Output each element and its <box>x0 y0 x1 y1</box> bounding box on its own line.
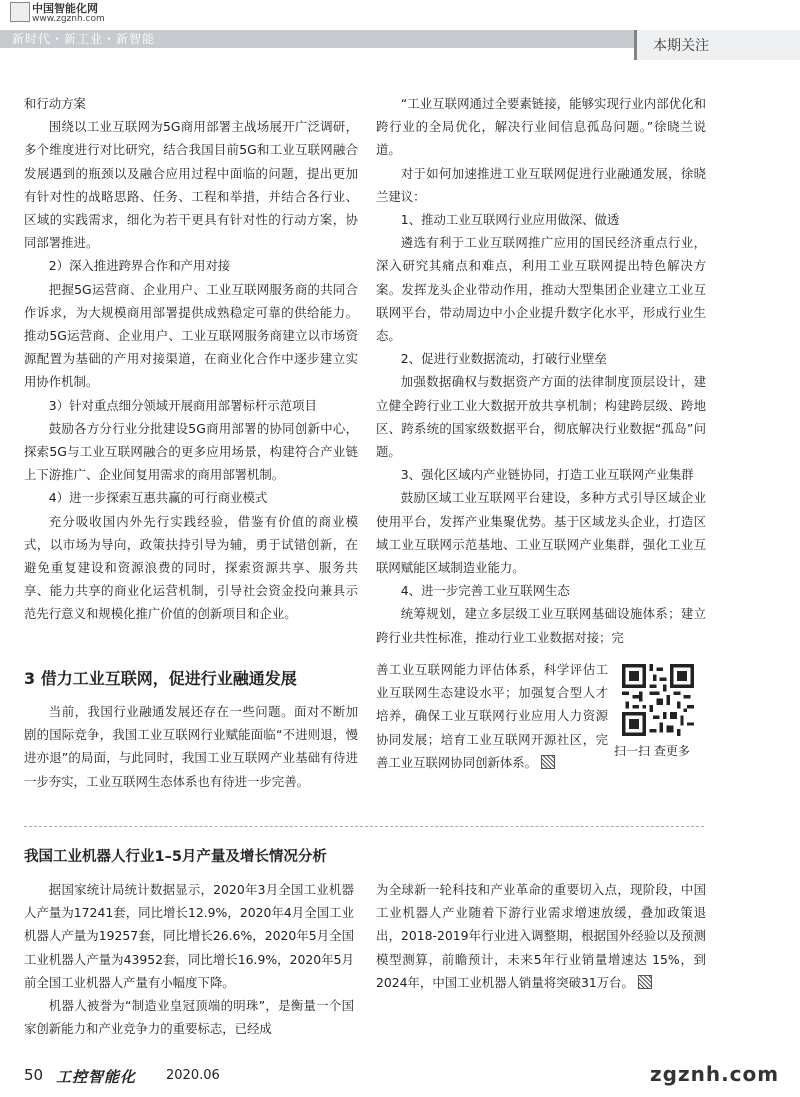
qr-code-icon[interactable] <box>622 664 694 736</box>
qr-caption: 扫一扫 查更多 <box>614 744 690 758</box>
subheading: 4、进一步完善工业互联网生态 <box>400 583 570 599</box>
subheading: 3）针对重点细分领域开展商用部署标杆示范项目 <box>48 397 317 413</box>
paragraph: 遴选有利于工业互联网推广应用的国民经济重点行业，深入研究其痛点和难点，利用工业互联网提出特色解决方案。发挥龙头企业带动作用，推动大型集团企业建立工业互联网平台，带动周边中小企业提升数字化水平，形成行业生态。 <box>376 235 706 344</box>
article1-column-right <box>376 92 706 649</box>
publication-name: 工控智能化 <box>56 1068 137 1086</box>
site-name: 中国智能化网 <box>32 2 98 15</box>
section-tag <box>634 30 800 60</box>
paragraph: 鼓励各方分行业分批建设5G商用部署的协同创新中心，探索5G与工业互联网融合的更多应用场景，构建符合产业链上下游推广、企业间复用需求的商用部署机制。 <box>24 420 358 483</box>
article-divider <box>24 826 704 827</box>
site-url: www.zgznh.com <box>32 14 105 24</box>
article1-column-right-tail <box>376 658 608 774</box>
article1-column-left <box>24 92 358 626</box>
subheading: 3、强化区域内产业链协同，打造工业互联网产业集群 <box>400 467 694 483</box>
subheading: 4）进一步探索互惠共赢的可行商业模式 <box>48 490 268 506</box>
paragraph: 围绕以工业互联网为5G商用部署主战场展开广泛调研，多个维度进行对比研究，结合我国目前5G和工业互联网融合发展遇到的瓶颈以及融合应用过程中面临的问题，提出更加有针对性的战略思路、任务、工程和举措，并结合各行业、区域的实践需求，细化为若干更具有针对性的行动方案，协同部署推进。 <box>24 119 358 251</box>
footer-brand[interactable]: zgznh.com <box>650 1062 780 1086</box>
section-tag-label: 本期关注 <box>653 38 709 54</box>
paragraph: 把握5G运营商、企业用户、工业互联网服务商的共同合作诉求，为大规模商用部署提供成熟稳定可靠的供给能力。推动5G运营商、企业用户、工业互联网服务商建立以市场资源配置为基础的产用对接渠道，在商业化合作中逐步建立实用协作机制。 <box>24 281 358 390</box>
site-logo[interactable] <box>4 0 164 30</box>
paragraph <box>376 878 706 994</box>
article2-column-right <box>376 878 706 994</box>
subheading: 2）深入推进跨界合作和产用对接 <box>48 258 231 274</box>
section-body <box>24 700 358 793</box>
article2-title: 我国工业机器人行业1–5月产量及增长情况分析 <box>24 849 327 865</box>
paragraph: 当前，我国行业融通发展还存在一些问题。面对不断加剧的国际竞争，我国工业互联网行业赋能面临“不进则退，慢进亦退”的局面，与此同时，我国工业互联网产业基础有待进一步夯实，工业互联网生态体系也有待进一步完善。 <box>24 704 358 789</box>
paragraph: 机器人被誉为“制造业皇冠顶端的明珠”，是衡量一个国家创新能力和产业竞争力的重要标志，已经成 <box>24 998 354 1037</box>
paragraph: 和行动方案 <box>24 96 86 111</box>
paragraph: 统筹规划，建立多层级工业互联网基础设施体系；建立跨行业共性标准，推动行业工业数据对接；完 <box>376 606 706 645</box>
paragraph: 对于如何加速推进工业互联网促进行业融通发展，徐晓兰建议： <box>376 165 706 204</box>
section-heading: 3 借力工业互联网，促进行业融通发展 <box>24 669 297 688</box>
paragraph: 加强数据确权与数据资产方面的法律制度顶层设计，建立健全跨行业工业大数据开放共享机制；构建跨层级、跨地区、跨系统的国家级数据平台，彻底解决行业数据“孤岛”问题。 <box>376 374 706 460</box>
paragraph: 鼓励区域工业互联网平台建设，多种方式引导区域企业使用平台，发挥产业集聚优势。基于区域龙头企业，打造区域工业互联网示范基地、工业互联网产业集群，强化工业互联网赋能区域制造业能力。 <box>376 490 706 576</box>
page-number: 50 <box>24 1066 44 1084</box>
article2-column-left <box>24 878 354 1040</box>
paragraph: 充分吸收国内外先行实践经验，借鉴有价值的商业模式，以市场为导向，政策扶持引导为辅，勇于试错创新，在避免重复建设和资源浪费的同时，探索资源共享、服务共享、能力共享的商业化运营机制，引导社会资金投向兼具示范先行意义和规模化推广价值的创新项目和企业。 <box>24 513 358 622</box>
paragraph-text: 善工业互联网能力评估体系，科学评估工业互联网生态建设水平；加强复合型人才培养，确保工业互联网行业应用人力资源协同发展；培育工业互联网开源社区，完善工业互联网协同创新体系。 <box>376 662 608 770</box>
header-slogan: 新时代・新工业・新智能 <box>12 32 156 46</box>
subheading: 2、促进行业数据流动，打破行业壁垒 <box>400 351 607 367</box>
issue-date: 2020.06 <box>166 1068 220 1083</box>
end-mark-icon <box>541 755 555 769</box>
paragraph: “工业互联网通过全要素链接，能够实现行业内部优化和跨行业的全局优化，解决行业间信息孤岛问题。”徐晓兰说道。 <box>376 96 706 158</box>
paragraph-text: 为全球新一轮科技和产业革命的重要切入点，现阶段，中国工业机器人产业随着下游行业需求增速放缓，叠加政策退出，2018-2019年行业进入调整期，根据国外经验以及预测模型测算，前瞻预计，未来5年行业销量增速达 15%，到2024年，中国工业机器人销量将突破31万台。 <box>376 882 706 990</box>
paragraph: 据国家统计局统计数据显示，2020年3月全国工业机器人产量为17241套，同比增长12.9%，2020年4月全国工业机器人产量为19257套，同比增长26.6%，2020年5月全国工业机器人产量为43952套，同比增长16.9%，2020年5月前全国工业机器人产量有小幅度下降。 <box>24 882 354 990</box>
logo-emblem-icon <box>10 2 30 22</box>
paragraph <box>376 658 608 774</box>
end-mark-icon <box>638 975 652 989</box>
subheading: 1、推动工业互联网行业应用做深、做透 <box>400 212 620 228</box>
